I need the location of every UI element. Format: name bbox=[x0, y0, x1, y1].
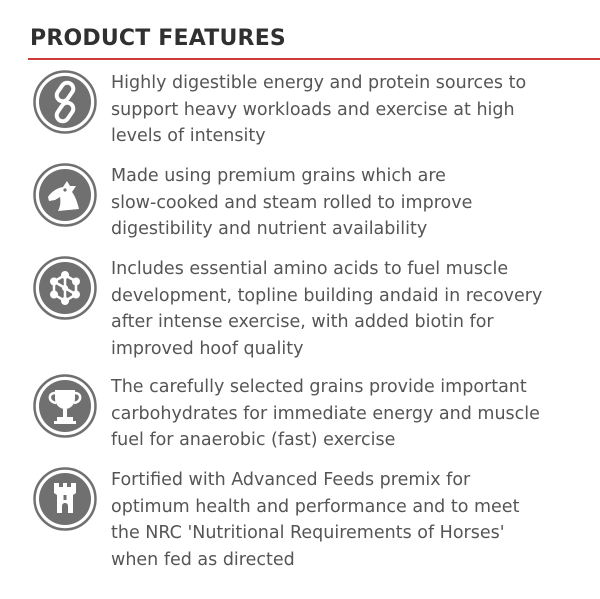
feature-text: Fortified with Advanced Feeds premix for optimum health and performance and to meet the NRC 'Nutritional Requirements of Horses' when fed as directed bbox=[111, 470, 520, 570]
castle-tower-icon bbox=[33, 467, 97, 531]
feature-item bbox=[33, 70, 580, 150]
feature-text: Includes essential amino acids to fuel muscle development, topline building andaid in recovery after intense exercise, with added biotin for improved hoof quality bbox=[111, 259, 543, 359]
feature-text: Highly digestible energy and protein sources to support heavy workloads and exercise at high levels of intensity bbox=[111, 73, 527, 146]
chain-link-icon bbox=[33, 70, 97, 134]
trophy-icon bbox=[33, 374, 97, 438]
feature-text: Made using premium grains which are slow-cooked and steam rolled to improve digestibility and nutrient availability bbox=[111, 166, 473, 239]
horse-head-icon bbox=[33, 163, 97, 227]
feature-item bbox=[33, 374, 580, 454]
page-title: PRODUCT FEATURES bbox=[30, 26, 286, 51]
feature-item bbox=[33, 256, 580, 362]
title-divider bbox=[28, 58, 600, 60]
feature-text: The carefully selected grains provide important carbohydrates for immediate energy and muscle fuel for anaerobic (fast) exercise bbox=[111, 377, 540, 450]
feature-item bbox=[33, 163, 580, 243]
feature-item bbox=[33, 467, 580, 573]
molecule-icon bbox=[33, 256, 97, 320]
